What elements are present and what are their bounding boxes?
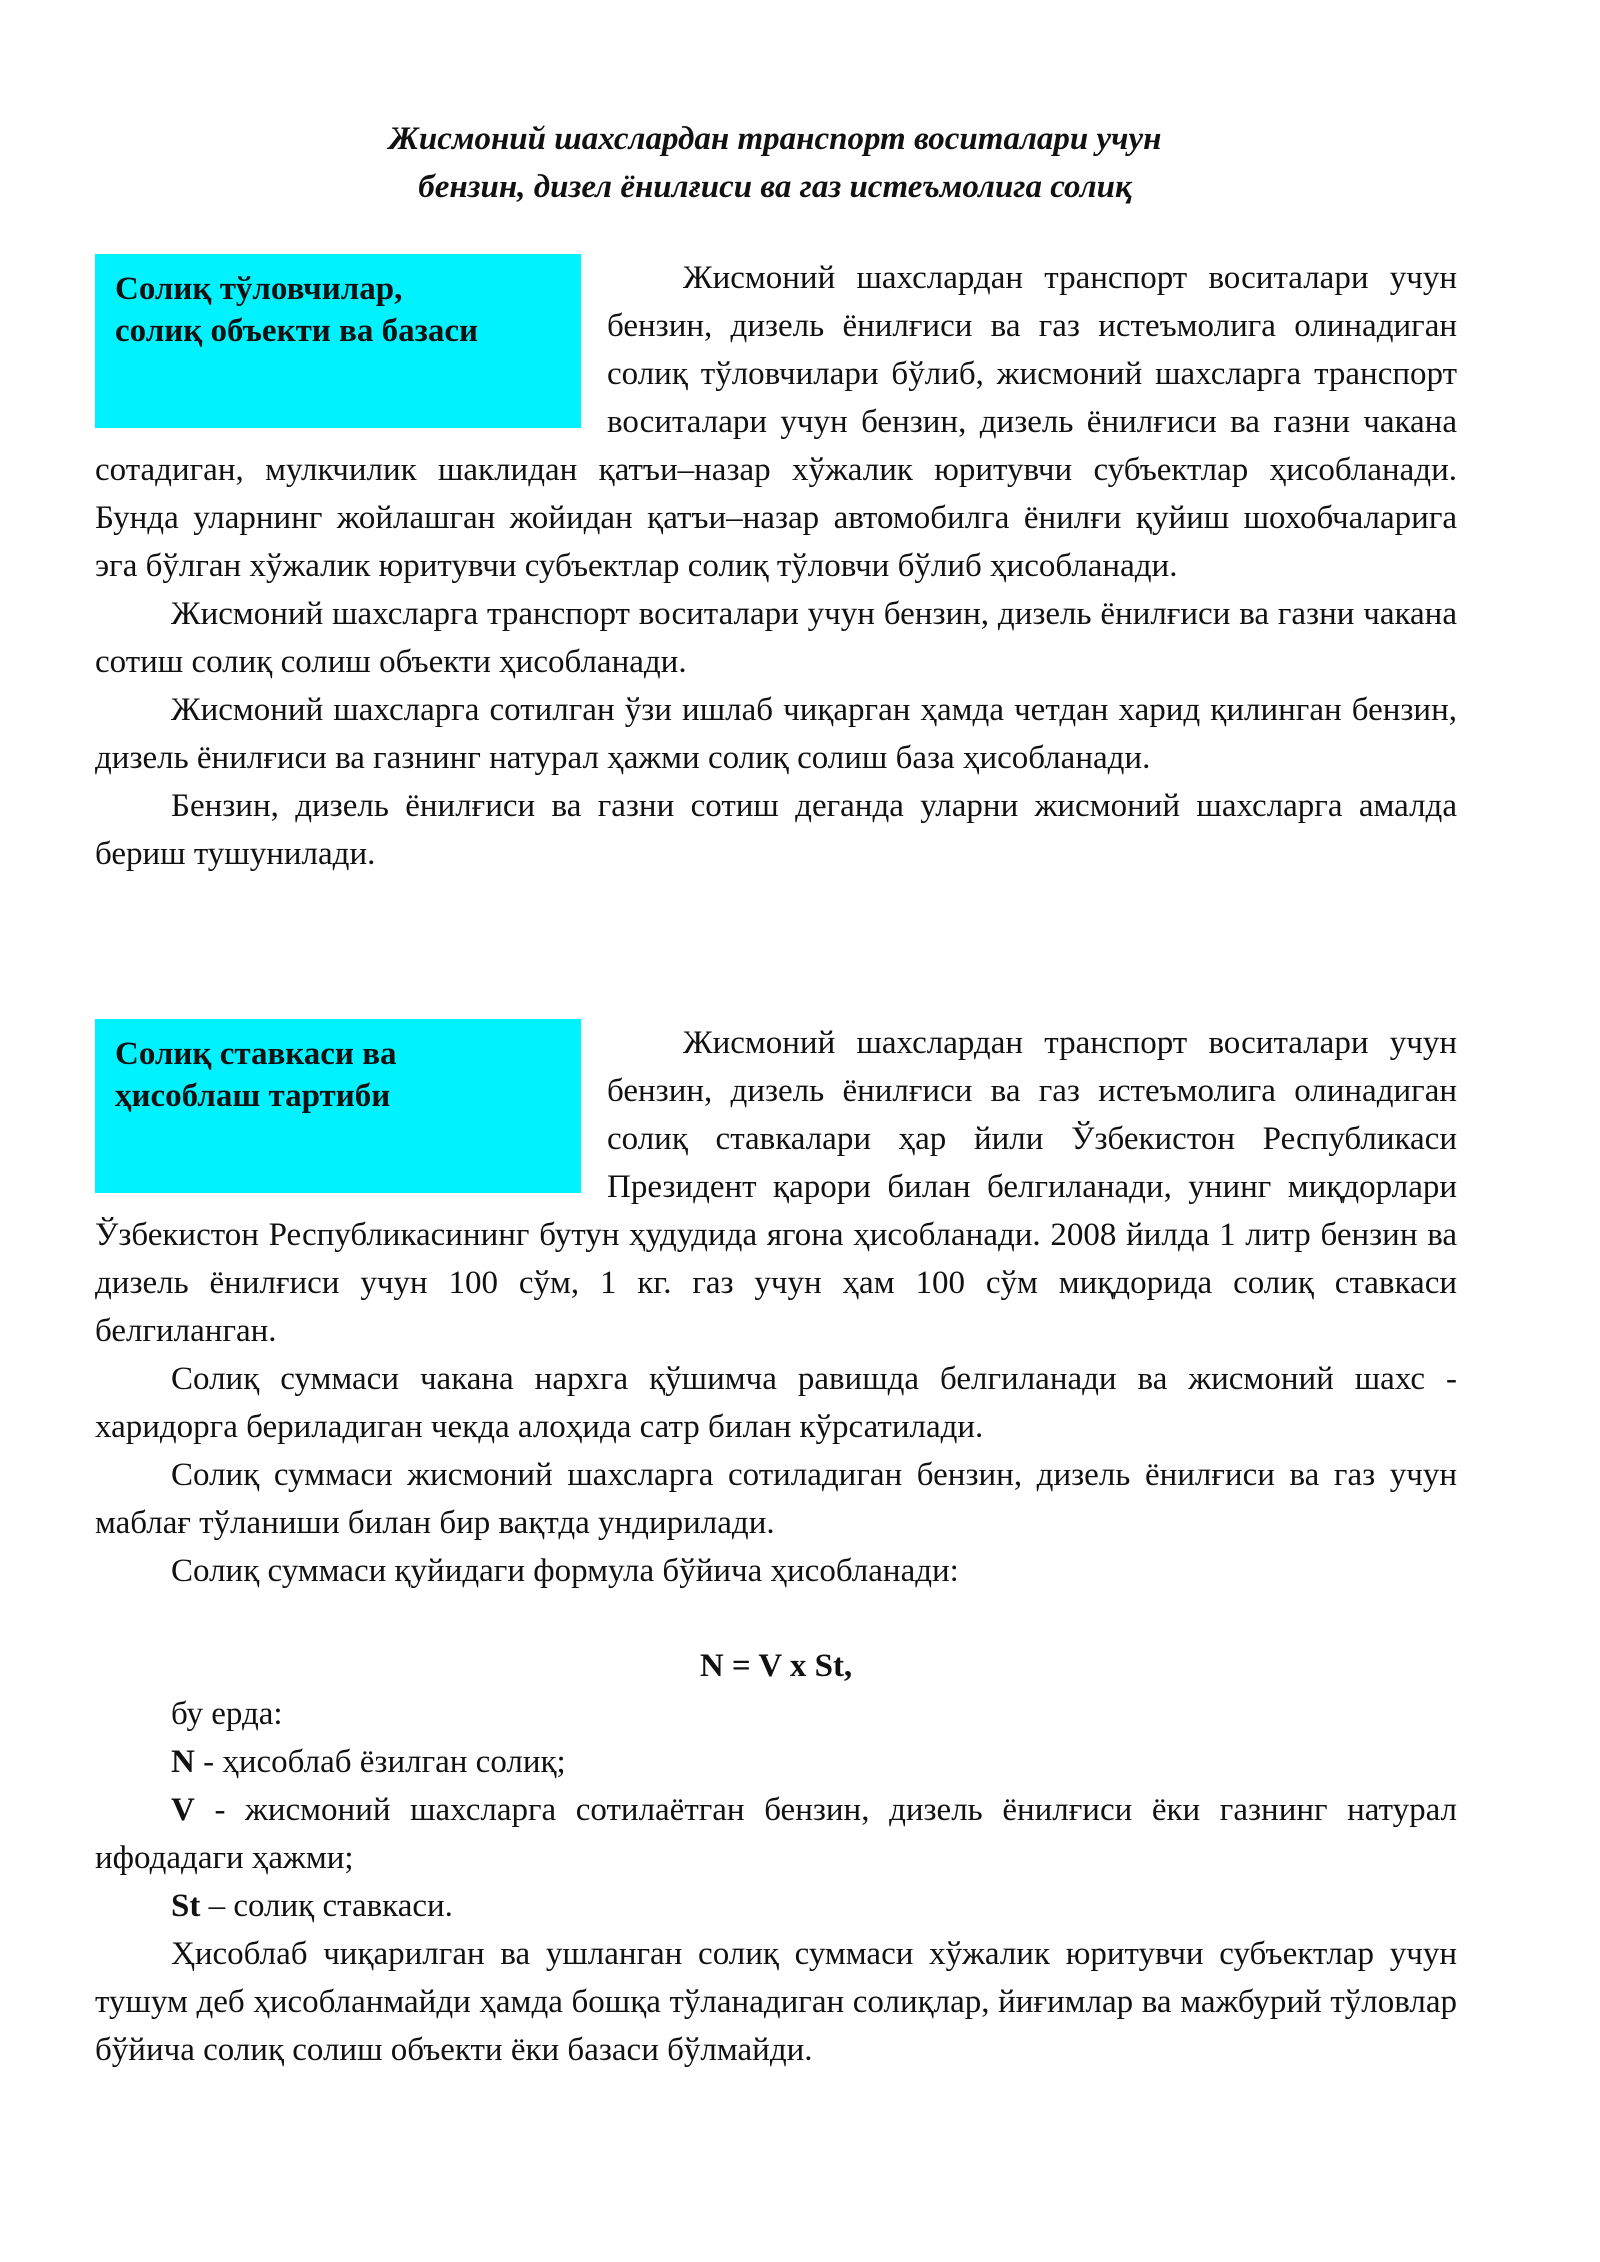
tax-formula: N = V x St, bbox=[699, 1648, 853, 1684]
section-heading-line-1: Солиқ тўловчилар, bbox=[115, 271, 403, 307]
title-line-1: Жисмоний шахслардан транспорт воситалари учун bbox=[388, 121, 1162, 157]
section-heading-line-2: ҳисоблаш тартиби bbox=[115, 1078, 391, 1114]
document-title bbox=[95, 115, 1455, 211]
section-taxpayers bbox=[95, 254, 1457, 878]
paragraph: Жисмоний шахслардан транспорт воситалари учун бензин, дизель ёнилғиси ва газ истеъмолига олинадиган солиқ тўловчилари бўлиб, жисмоний шахсларга транспорт воситалари учун бензин, дизель ёнилғиси ва газни чакана сотадиган, мулкчилик шаклидан қатъи–назар хўжалик юритувчи субъектлар ҳисобланади. Бунда уларнинг жойлашган жойидан қатъи–назар автомобилга ёнилғи қуйиш шохобчаларига эга бўлган хўжалик юритувчи субъектлар солиқ тўловчи бўлиб ҳисобланади. bbox=[95, 260, 1457, 584]
section-heading-box bbox=[95, 254, 581, 428]
closing-paragraph: Ҳисоблаб чиқарилган ва ушланган солиқ суммаси хўжалик юритувчи субъектлар учун тушум деб ҳисобланмайди ҳамда бошқа тўланадиган солиқлар, йиғимлар ва мажбурий тўловлар бўйича солиқ солиш объекти ёки базаси бўлмайди. bbox=[95, 1936, 1457, 2068]
definition-n bbox=[95, 1738, 1457, 1786]
paragraph: Жисмоний шахслардан транспорт воситалари учун бензин, дизель ёнилғиси ва газ истеъмолига олинадиган солиқ ставкалари ҳар йили Ўзбекистон Республикаси Президент қарори билан белгиланади, унинг миқдорлари Ўзбекистон Республикасининг бутун ҳудудида ягона ҳисобланади. 2008 йилда 1 литр бензин ва дизель ёнилғиси учун 100 сўм, 1 кг. газ учун ҳам 100 сўм миқдорида солиқ ставкаси белгиланган. bbox=[95, 1025, 1457, 1349]
section-heading-box bbox=[95, 1019, 581, 1193]
paragraph: Бензин, дизель ёнилғиси ва газни сотиш деганда уларни жисмоний шахсларга амалда бериш тушунилади. bbox=[95, 788, 1457, 872]
definition-symbol: N bbox=[171, 1744, 195, 1780]
section-heading-line-1: Солиқ ставкаси ва bbox=[115, 1036, 397, 1072]
paragraph: Солиқ суммаси жисмоний шахсларга сотиладиган бензин, дизель ёнилғиси ва газ учун маблағ тўланиши билан бир вақтда ундирилади. bbox=[95, 1457, 1457, 1541]
definition-st bbox=[95, 1882, 1457, 1930]
definition-symbol: V bbox=[171, 1792, 195, 1828]
section-tax-rate bbox=[95, 1019, 1457, 2074]
where-label: бу ерда: bbox=[171, 1696, 283, 1732]
paragraph: Солиқ суммаси чакана нархга қўшимча равишда белгиланади ва жисмоний шахс - харидорга бериладиган чекда алоҳида сатр билан кўрсатилади. bbox=[95, 1361, 1457, 1445]
definition-text: - жисмоний шахсларга сотилаётган бензин, дизель ёнилғиси ёки газнинг натурал ифодадаги ҳажми; bbox=[95, 1792, 1457, 1876]
section-heading-line-2: солиқ объекти ва базаси bbox=[115, 313, 479, 349]
definition-text: - ҳисоблаб ёзилган солиқ; bbox=[194, 1744, 566, 1780]
paragraph: Солиқ суммаси қуйидаги формула бўйича ҳисобланади: bbox=[171, 1553, 959, 1589]
paragraph: Жисмоний шахсларга транспорт воситалари учун бензин, дизель ёнилғиси ва газни чакана сотиш солиқ солиш объекти ҳисобланади. bbox=[95, 596, 1457, 680]
definition-v bbox=[95, 1786, 1457, 1882]
definition-text: – солиқ ставкаси. bbox=[200, 1888, 453, 1924]
definition-symbol: St bbox=[171, 1888, 201, 1924]
paragraph: Жисмоний шахсларга сотилган ўзи ишлаб чиқарган ҳамда четдан харид қилинган бензин, дизель ёнилғиси ва газнинг натурал ҳажми солиқ солиш база ҳисобланади. bbox=[95, 692, 1457, 776]
title-line-2: бензин, дизел ёнилғиси ва газ истеъмолига солиқ bbox=[418, 169, 1132, 205]
